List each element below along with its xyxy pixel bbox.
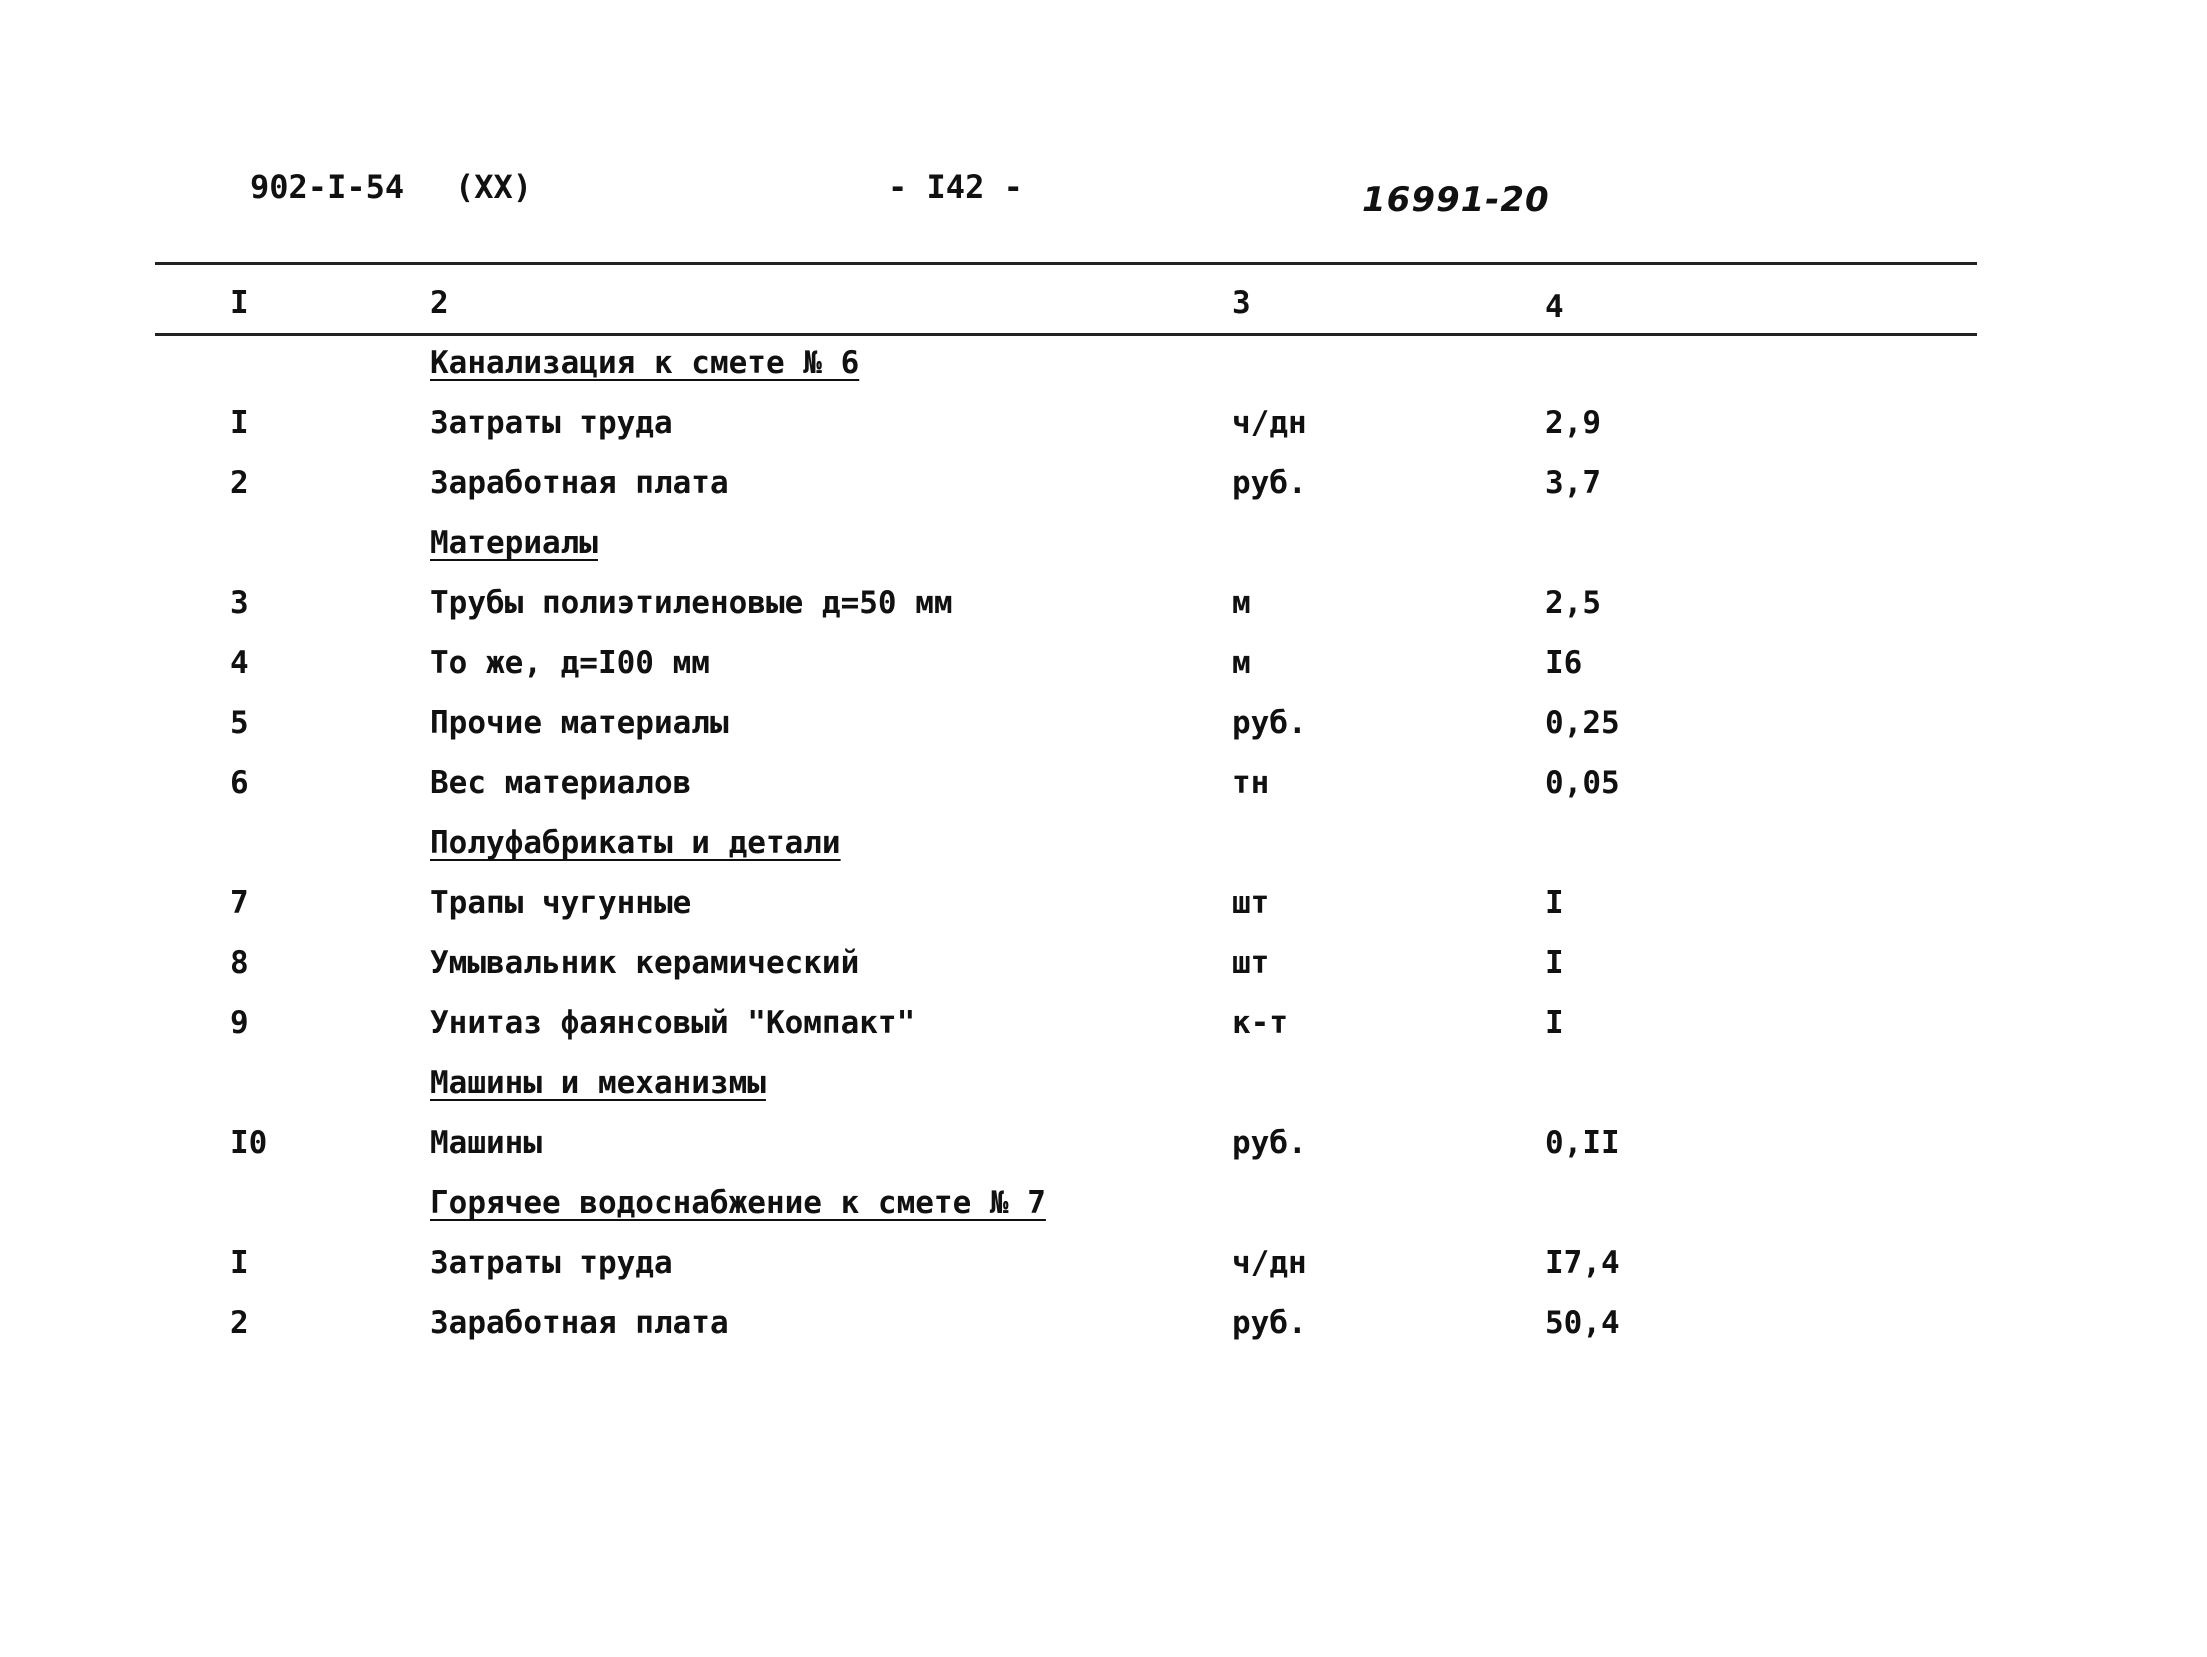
row-unit: тн [1232, 765, 1270, 801]
row-unit: м [1232, 585, 1251, 621]
row-unit: руб. [1232, 465, 1307, 501]
section-title: Полуфабрикаты и детали [430, 825, 841, 861]
row-unit: ч/дн [1232, 1245, 1307, 1281]
table-header-rule [155, 333, 1977, 336]
row-name: Унитаз фаянсовый "Компакт" [430, 1005, 916, 1041]
row-number: 2 [230, 1305, 249, 1341]
page-number: - I42 - [888, 168, 1023, 206]
row-name: Заработная плата [430, 465, 729, 501]
row-name: Прочие материалы [430, 705, 729, 741]
row-name: Затраты труда [430, 1245, 673, 1281]
row-unit: ч/дн [1232, 405, 1307, 441]
row-value: 3,7 [1545, 465, 1601, 501]
table-row [0, 458, 2207, 508]
table-row [0, 578, 2207, 628]
row-value: 2,5 [1545, 585, 1601, 621]
row-name: Машины [430, 1125, 542, 1161]
row-name: Заработная плата [430, 1305, 729, 1341]
section-title: Машины и механизмы [430, 1065, 766, 1101]
section-heading [0, 818, 2207, 868]
table-row [0, 698, 2207, 748]
row-unit: шт [1232, 885, 1270, 921]
section-title: Горячее водоснабжение к смете № 7 [430, 1185, 1046, 1221]
row-unit: руб. [1232, 705, 1307, 741]
row-number: I [230, 405, 249, 441]
row-number: 7 [230, 885, 249, 921]
row-number: 8 [230, 945, 249, 981]
row-number: 6 [230, 765, 249, 801]
table-top-rule [155, 262, 1977, 265]
section-heading [0, 518, 2207, 568]
row-number: 4 [230, 645, 249, 681]
row-number: I [230, 1245, 249, 1281]
column-header-row [0, 278, 2207, 328]
row-value: 50,4 [1545, 1305, 1620, 1341]
document-code: 902-I-54 [250, 168, 405, 206]
row-value: I7,4 [1545, 1245, 1620, 1281]
table-row [0, 638, 2207, 688]
row-value: 0,25 [1545, 705, 1620, 741]
table-row [0, 878, 2207, 928]
table-row [0, 1238, 2207, 1288]
row-unit: руб. [1232, 1305, 1307, 1341]
row-value: I6 [1545, 645, 1583, 681]
column-header-2: 2 [430, 285, 449, 321]
table-row [0, 1298, 2207, 1348]
row-unit: руб. [1232, 1125, 1307, 1161]
row-number: 3 [230, 585, 249, 621]
row-number: 2 [230, 465, 249, 501]
row-number: 5 [230, 705, 249, 741]
row-name: Трапы чугунные [430, 885, 692, 921]
row-unit: к-т [1232, 1005, 1288, 1041]
section-heading [0, 1058, 2207, 1108]
section-title: Материалы [430, 525, 598, 561]
archive-number: 16991-20 [1362, 180, 1550, 220]
row-unit: м [1232, 645, 1251, 681]
row-name: Затраты труда [430, 405, 673, 441]
table-row [0, 758, 2207, 808]
table-row [0, 998, 2207, 1048]
row-value: 0,05 [1545, 765, 1620, 801]
column-header-3: 3 [1232, 285, 1251, 321]
table-row [0, 398, 2207, 448]
row-name: Умывальник керамический [430, 945, 860, 981]
table-row [0, 938, 2207, 988]
section-heading [0, 1178, 2207, 1228]
row-value: I [1545, 1005, 1564, 1041]
column-header-1: I [230, 285, 249, 321]
document-part: (XX) [455, 168, 533, 206]
row-value: 0,II [1545, 1125, 1620, 1161]
row-number: I0 [230, 1125, 268, 1161]
row-unit: шт [1232, 945, 1270, 981]
section-heading [0, 338, 2207, 388]
section-title: Канализация к смете № 6 [430, 345, 860, 381]
column-header-4: 4 [1545, 289, 1564, 325]
row-value: 2,9 [1545, 405, 1601, 441]
row-value: I [1545, 885, 1564, 921]
row-number: 9 [230, 1005, 249, 1041]
row-value: I [1545, 945, 1564, 981]
row-name: Вес материалов [430, 765, 692, 801]
row-name: То же, д=I00 мм [430, 645, 710, 681]
table-row [0, 1118, 2207, 1168]
row-name: Трубы полиэтиленовые д=50 мм [430, 585, 953, 621]
